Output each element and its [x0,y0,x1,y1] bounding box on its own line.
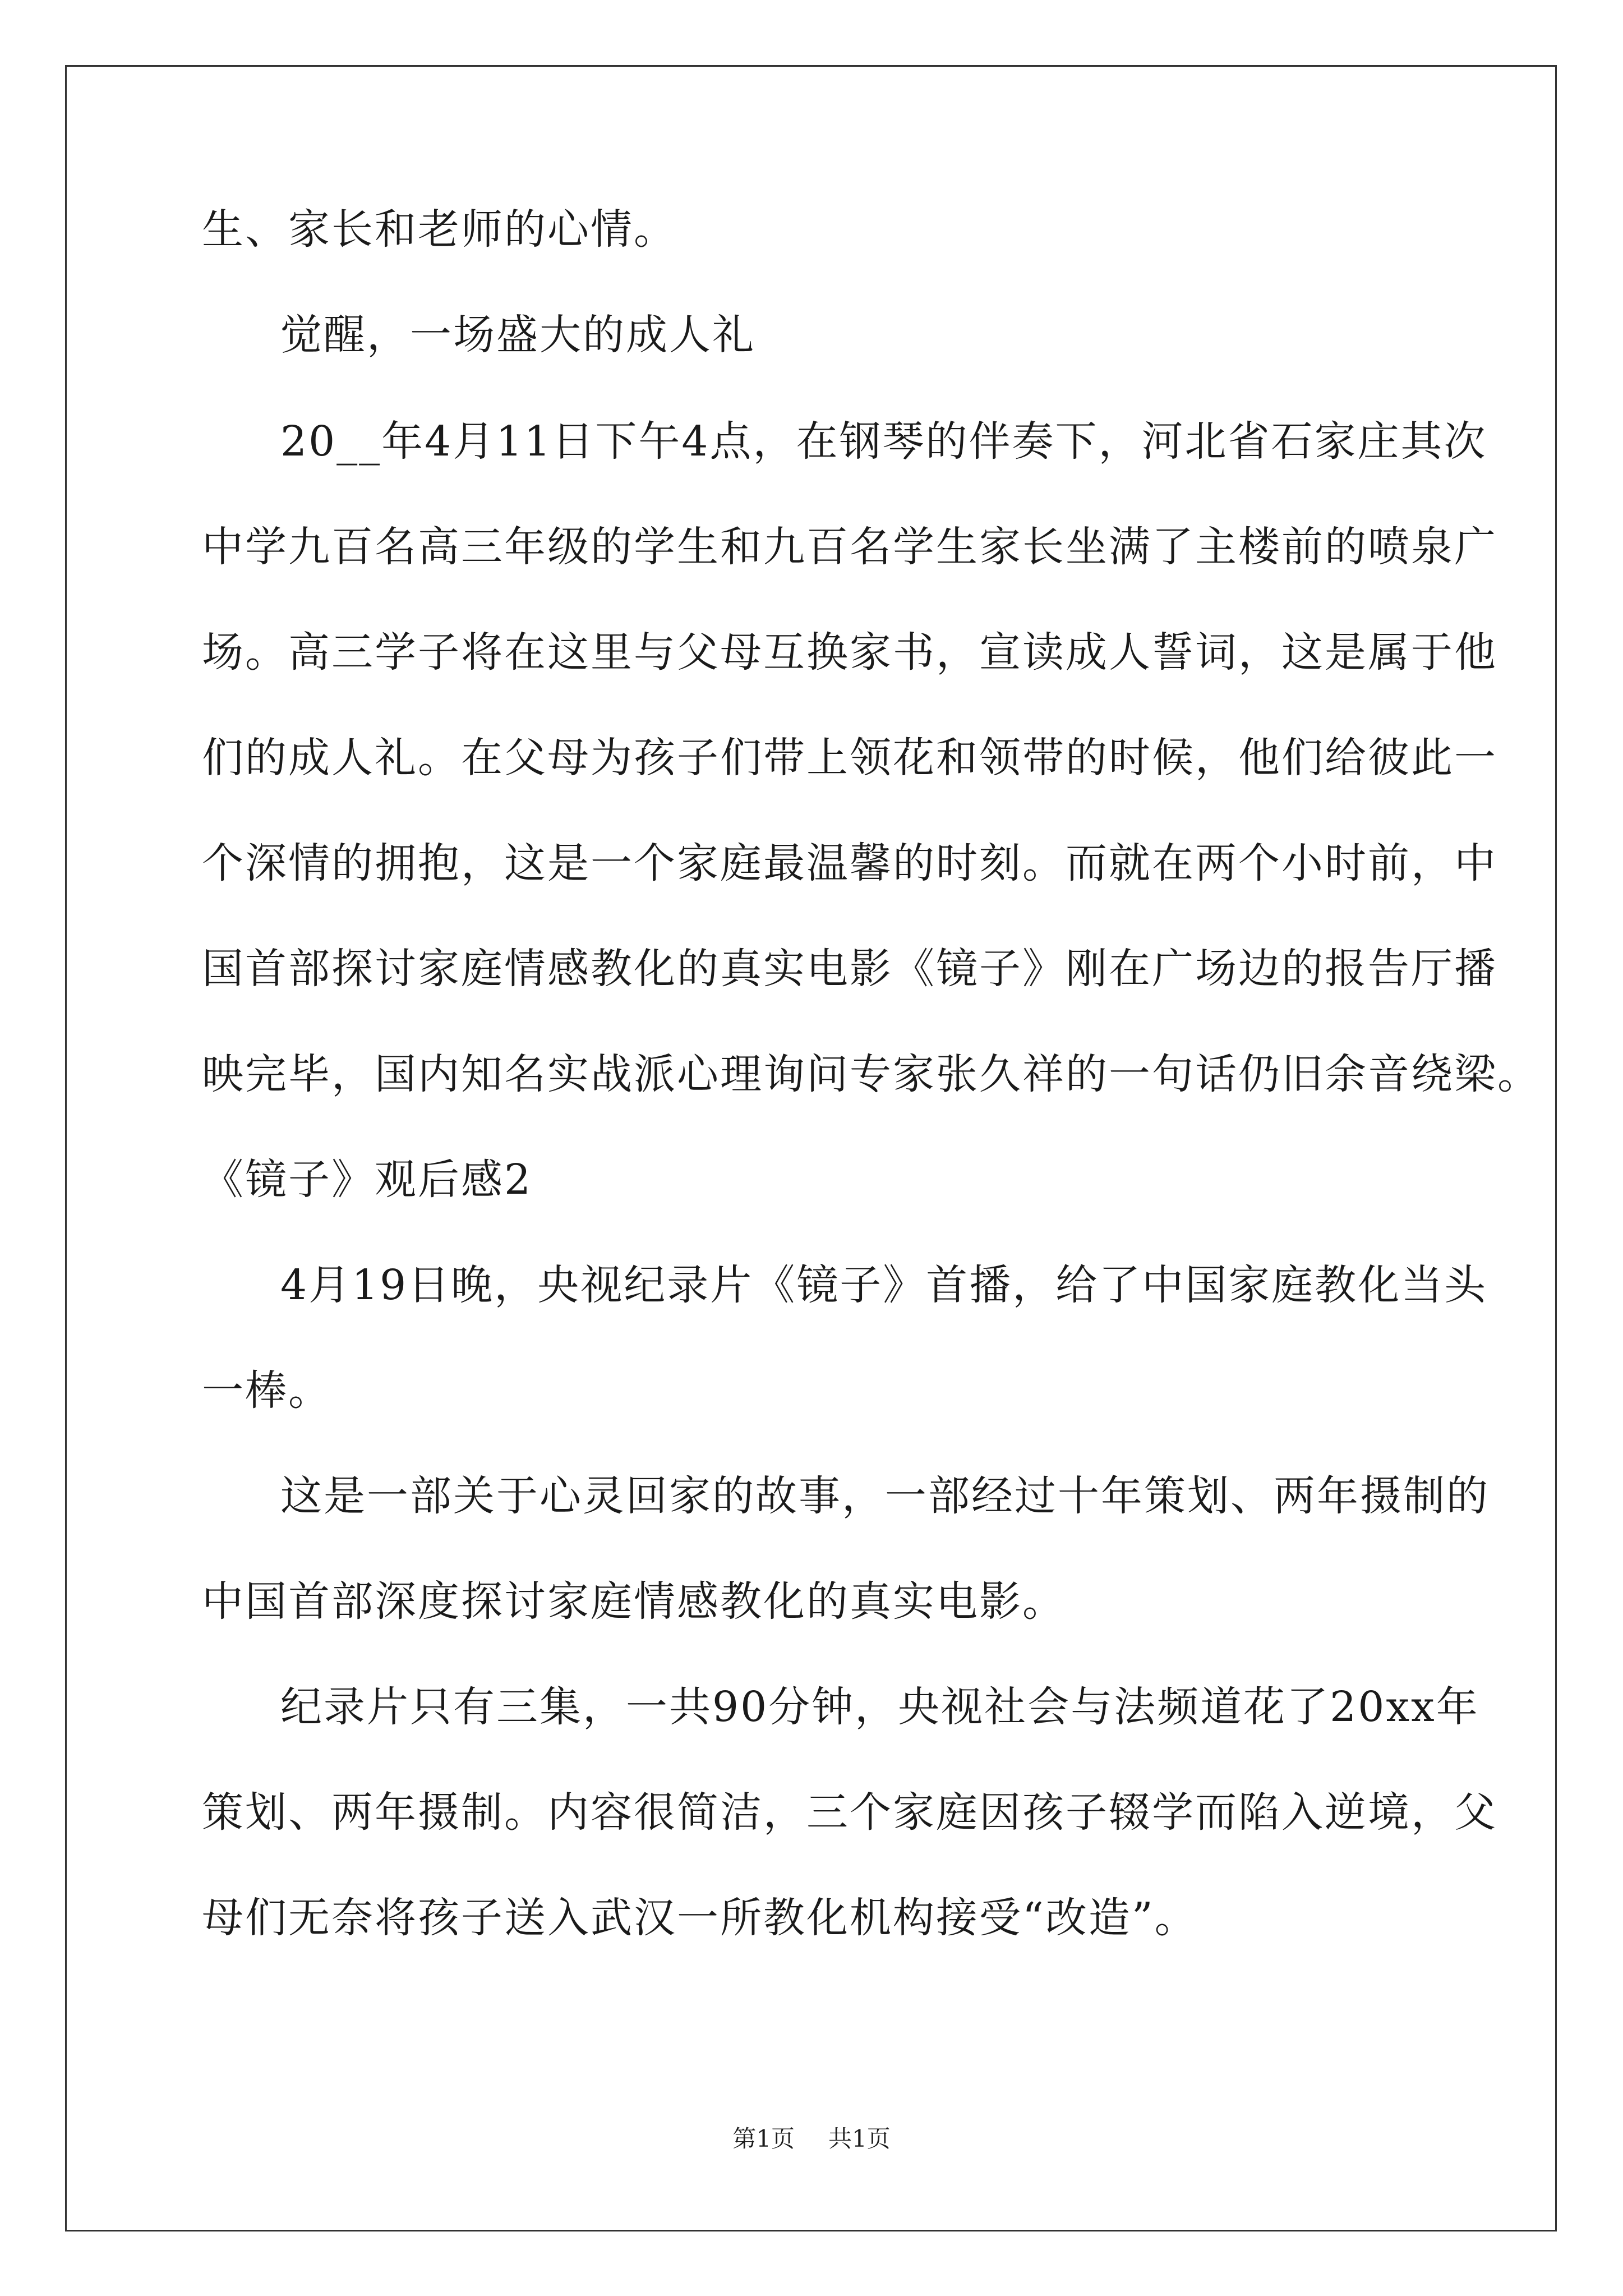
article-title: 《镜子》观后感2 [202,1156,533,1204]
text-line: 们的成人礼。在父母为孩子们带上领花和领带的时候，他们给彼此一 [202,734,1497,782]
text-line: 映完毕，国内知名实战派心理询问专家张久祥的一句话仍旧余音绕梁。 [202,1050,1541,1098]
page-footer [0,2127,1623,2151]
page-total: 共1页 [828,2125,891,2152]
text-line: 中国首部深度探讨家庭情感教化的真实电影。 [202,1577,1066,1626]
text-line: 一棒。 [202,1366,331,1415]
text-line: 20__年4月11日下午4点，在钢琴的伴奏下，河北省石家庄其次 [280,417,1487,466]
text-line: 4月19日晚，央视纪录片《镜子》首播，给了中国家庭教化当头 [280,1261,1488,1309]
page-number: 第1页 [732,2125,795,2152]
text-line: 母们无奈将孩子送入武汉一所教化机构接受“改造”。 [202,1894,1198,1942]
text-line: 这是一部关于心灵回家的故事，一部经过十年策划、两年摄制的 [280,1472,1490,1520]
text-line: 场。高三学子将在这里与父母互换家书，宣读成人誓词，这是属于他 [202,628,1497,677]
text-line: 策划、两年摄制。内容很简洁，三个家庭因孩子辍学而陷入逆境，父 [202,1788,1497,1837]
text-line-continuation: 生、家长和老师的心情。 [202,205,677,254]
text-line: 国首部探讨家庭情感教化的真实电影《镜子》刚在广场边的报告厅播 [202,945,1497,993]
text-line: 纪录片只有三集，一共90分钟，央视社会与法频道花了20xx年 [280,1683,1479,1731]
text-line: 个深情的拥抱，这是一个家庭最温馨的时刻。而就在两个小时前，中 [202,839,1497,887]
text-line: 中学九百名高三年级的学生和九百名学生家长坐满了主楼前的喷泉广 [202,523,1497,571]
section-heading: 觉醒，一场盛大的成人礼 [280,311,755,359]
